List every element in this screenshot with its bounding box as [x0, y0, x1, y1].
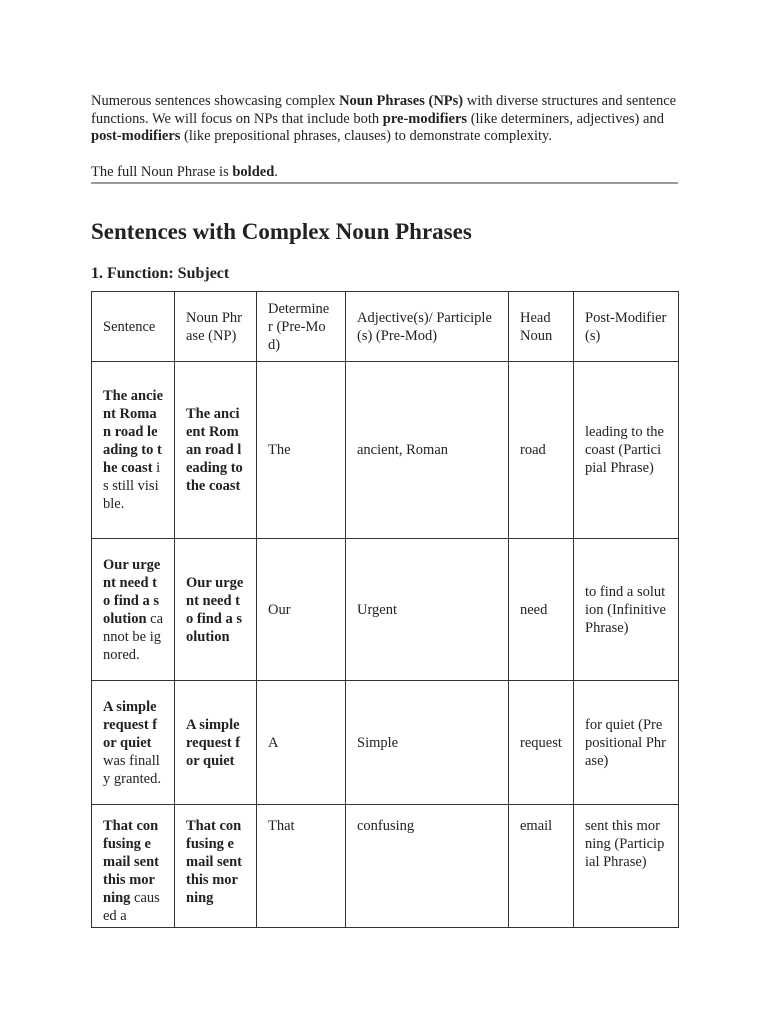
np-text: A simple request for quiet — [186, 716, 241, 769]
sentence-np: Our urgent need to find a solution — [103, 556, 161, 627]
adjective-cell: Urgent — [346, 539, 509, 681]
np-cell — [175, 362, 257, 539]
sentence-rest: cannot be ignored. — [103, 610, 164, 663]
determiner-cell: The — [257, 362, 346, 539]
header-cell: Head Noun — [509, 292, 574, 362]
post-modifier-cell: sent this morning (Participial Phrase) — [574, 805, 679, 928]
post-modifier-cell: for quiet (Prepositional Phrase) — [574, 681, 679, 805]
table-row — [92, 362, 679, 539]
header-cell: Adjective(s)/ Participle(s) (Pre-Mod) — [346, 292, 509, 362]
intro-bold-term: post-modifiers — [91, 128, 181, 144]
header-cell: Post-Modifier(s) — [574, 292, 679, 362]
horizontal-rule — [91, 182, 678, 184]
intro-text: (like determiners, adjectives) and — [467, 110, 664, 127]
intro-text: Numerous sentences showcasing complex — [91, 93, 340, 109]
head-noun-cell: email — [509, 805, 574, 928]
note-bold-word: bolded — [232, 163, 275, 180]
head-noun-cell: road — [509, 362, 574, 539]
intro-section — [91, 93, 678, 181]
post-modifier-cell: leading to the coast (Participial Phrase) — [574, 362, 679, 539]
adjective-cell: ancient, Roman — [346, 362, 509, 539]
np-cell — [175, 539, 257, 681]
note-text: The full Noun Phrase is — [91, 163, 233, 180]
sentence-np: The ancient Roman road leading to the coast — [103, 388, 164, 476]
noun-phrase-table — [91, 291, 679, 928]
table-row — [92, 539, 679, 681]
section-heading: 1. Function: Subject — [91, 265, 230, 282]
intro-bold-term: Noun Phrases (NPs) — [339, 93, 464, 109]
determiner-cell: Our — [257, 539, 346, 681]
sentence-rest: is still visible. — [103, 460, 161, 512]
np-text: Our urgent need to find a solution — [186, 574, 244, 645]
np-cell — [175, 681, 257, 805]
head-noun-cell: need — [509, 539, 574, 681]
np-text: The ancient Roman road leading to the coast — [186, 406, 243, 494]
note-text: . — [274, 163, 278, 180]
adjective-cell: Simple — [346, 681, 509, 805]
sentence-np: That confusing email sent this morning — [103, 818, 159, 906]
sentence-cell — [92, 805, 175, 928]
sentence-cell — [92, 681, 175, 805]
table-row — [92, 681, 679, 805]
determiner-cell: A — [257, 681, 346, 805]
intro-paragraph — [91, 93, 678, 146]
np-text: That confusing email sent this morning — [186, 818, 242, 906]
table-header-row — [92, 292, 679, 362]
determiner-cell: That — [257, 805, 346, 928]
np-cell — [175, 805, 257, 928]
page-title: Sentences with Complex Noun Phrases — [91, 219, 472, 244]
table-row — [92, 805, 679, 928]
intro-note — [91, 164, 678, 182]
header-cell: Sentence — [92, 292, 175, 362]
intro-bold-term: pre-modifiers — [382, 110, 468, 127]
sentence-cell — [92, 362, 175, 539]
sentence-cell — [92, 539, 175, 681]
sentence-rest: caused a — [103, 890, 160, 924]
header-cell: Noun Phrase (NP) — [175, 292, 257, 362]
sentence-rest: was finally granted. — [103, 752, 161, 787]
intro-text: (like prepositional phrases, clauses) to demonstrate complexity. — [180, 128, 552, 144]
head-noun-cell: request — [509, 681, 574, 805]
sentence-np: A simple request for quiet — [103, 698, 158, 751]
intro-text: with diverse structures and sentence functions. We will focus on NPs that include both — [91, 93, 677, 127]
post-modifier-cell: to find a solution (Infinitive Phrase) — [574, 539, 679, 681]
header-cell: Determiner (Pre-Mod) — [257, 292, 346, 362]
adjective-cell: confusing — [346, 805, 509, 928]
